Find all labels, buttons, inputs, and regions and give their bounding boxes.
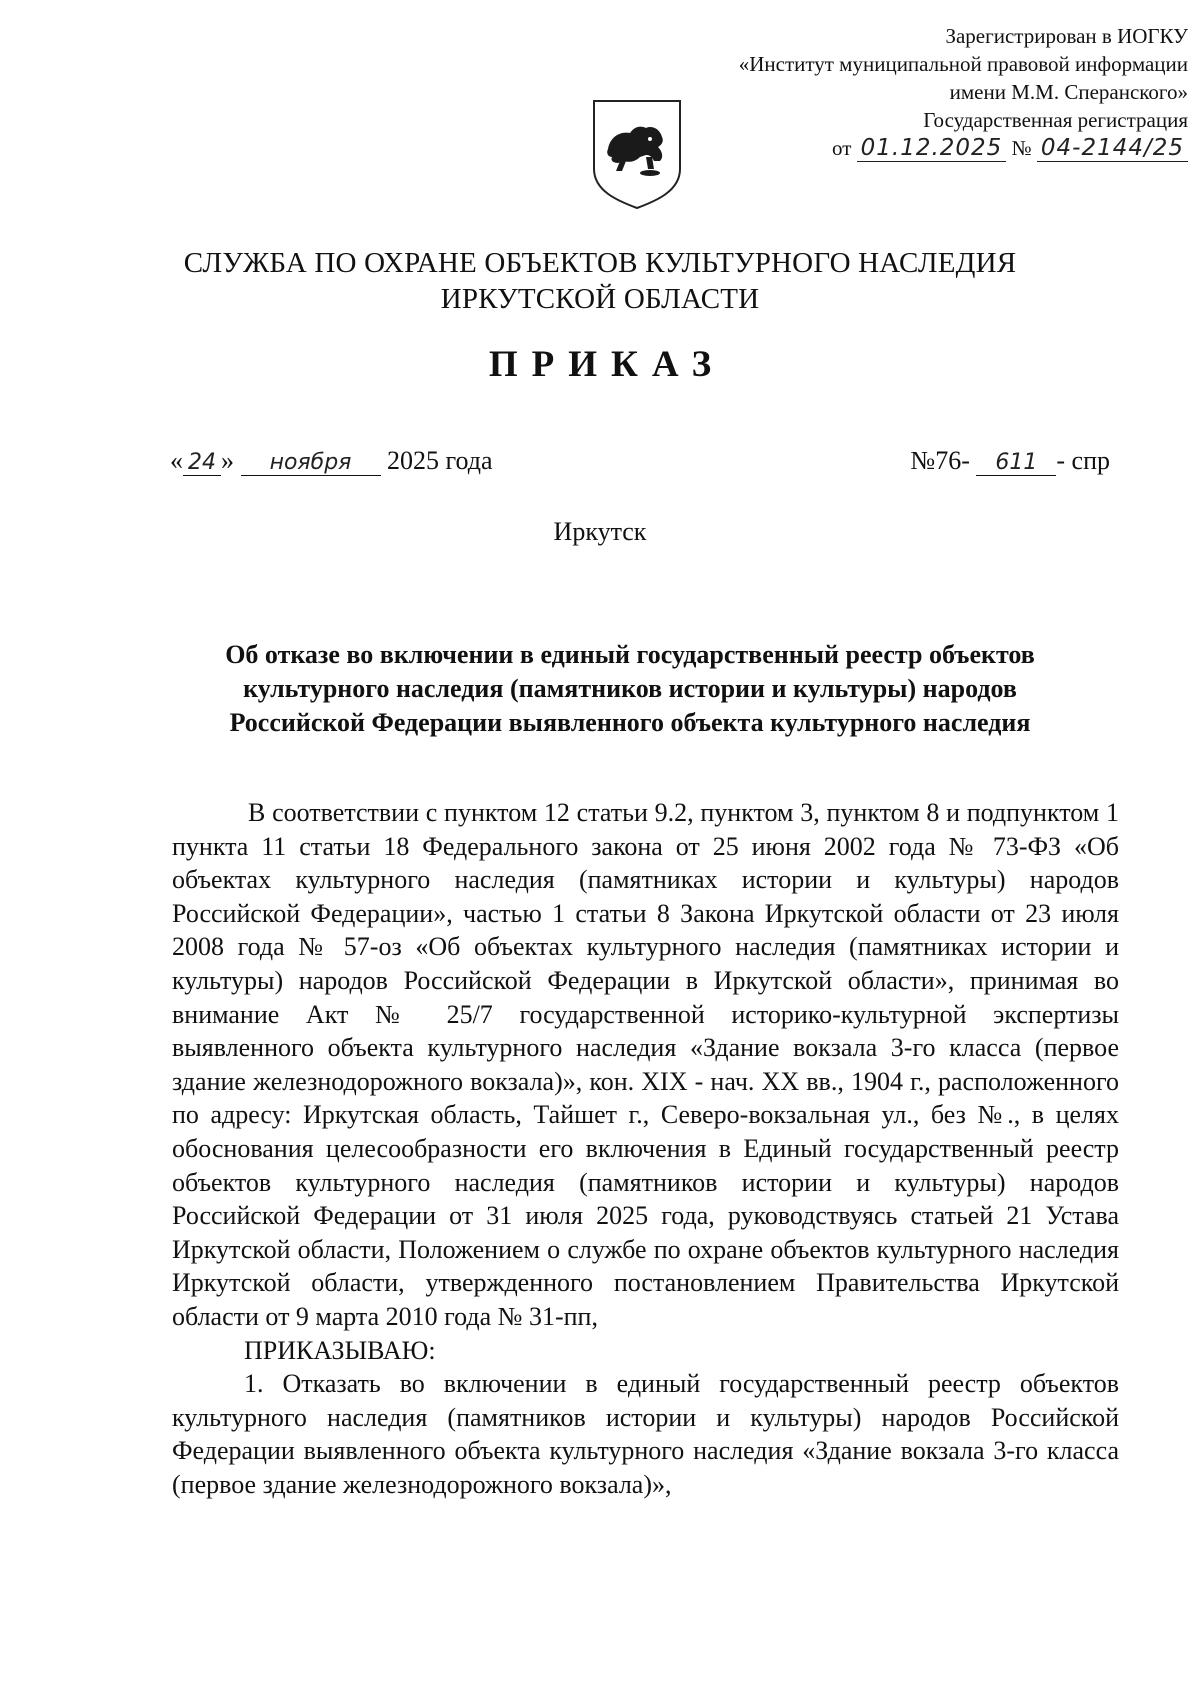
date-open-quote: «	[170, 446, 183, 475]
order-number-suffix: - спр	[1056, 446, 1110, 475]
stamp-line-registered: Зарегистрирован в ИОГКУ	[945, 24, 1188, 48]
stamp-from-label: от	[831, 136, 852, 160]
stamp-line-state-registration: Государственная регистрация	[923, 108, 1188, 132]
order-number-prefix: №76-	[910, 446, 970, 475]
body-item-1: 1. Отказать во включении в единый государственный реестр объектов культурного наследия (памятников истории и культуры) народов Российской Федерации выявленного объекта культурного наследия «Здание вокзала 3-го класса (первое здание железнодорожного вокзала)»,	[172, 1369, 1119, 1499]
city-name: Иркутск	[553, 517, 647, 546]
order-number-handwritten: 611	[976, 450, 1056, 476]
registration-stamp	[668, 22, 1188, 162]
subject-line2: культурного наследия (памятников истории и культуры) народов	[243, 674, 1017, 703]
agency-name-line2: ИРКУТСКОЙ ОБЛАСТИ	[440, 283, 760, 315]
date-month-handwritten: ноября	[241, 450, 381, 476]
order-subject	[170, 638, 1090, 740]
subject-line1: Об отказе во включении в единый государственный реестр объектов	[225, 640, 1035, 669]
date-close-quote: »	[221, 446, 234, 475]
date-day-handwritten: 24	[183, 450, 221, 476]
subject-line3: Российской Федерации выявленного объекта культурного наследия	[229, 708, 1031, 737]
stamp-line-name: имени М.М. Сперанского»	[949, 80, 1188, 104]
stamp-date-handwritten: 01.12.2025	[857, 135, 1007, 162]
order-body	[172, 796, 1119, 1501]
date-year: 2025 года	[387, 446, 493, 475]
body-order-word: ПРИКАЗЫВАЮ:	[244, 1335, 436, 1365]
agency-name	[0, 245, 1200, 317]
stamp-line-institute: «Институт муниципальной правовой информации	[738, 52, 1188, 76]
stamp-number-handwritten: 04-2144/25	[1037, 135, 1188, 162]
agency-name-line1: СЛУЖБА ПО ОХРАНЕ ОБЪЕКТОВ КУЛЬТУРНОГО НАСЛЕДИЯ	[183, 247, 1017, 279]
irkutsk-coat-of-arms-icon	[590, 97, 684, 211]
body-paragraph-preamble: В соответствии с пунктом 12 статьи 9.2, пунктом 3, пунктом 8 и подпунктом 1 пункта 11 статьи 18 Федерального закона от 25 июня 2002 года № 73-ФЗ «Об объектах культурного наследия (памятниках истории и культуры) народов Российской Федерации», частью 1 статьи 8 Закона Иркутской области от 23 июля 2008 года № 57-оз «Об объектах культурного наследия (памятниках истории и культуры) народов Российской Федерации в Иркутской области», принимая во внимание Акт № 25/7 государственной историко-культурной экспертизы выявленного объекта культурного наследия «Здание вокзала 3-го класса (первое здание железнодорожного вокзала)», кон. XIX - нач. XX вв., 1904 г., расположенного по адресу: Иркутская область, Тайшет г., Северо-вокзальная ул., без №., в целях обоснования целесообразности его включения в Единый государственный реестр объектов культурного наследия (памятников истории и культуры) народов Российской Федерации от 31 июля 2025 года, руководствуясь статьей 21 Устава Иркутской области, Положением о службе по охране объектов культурного наследия Иркутской области, утвержденного постановлением Правительства Иркутской области от 9 марта 2010 года № 31-пп,	[172, 798, 1119, 1331]
order-date	[170, 446, 493, 476]
stamp-line-date-number	[668, 134, 1188, 162]
order-number	[910, 446, 1110, 476]
stamp-no-label: №	[1011, 136, 1032, 160]
document-type-title: ПРИКАЗ	[488, 344, 726, 385]
